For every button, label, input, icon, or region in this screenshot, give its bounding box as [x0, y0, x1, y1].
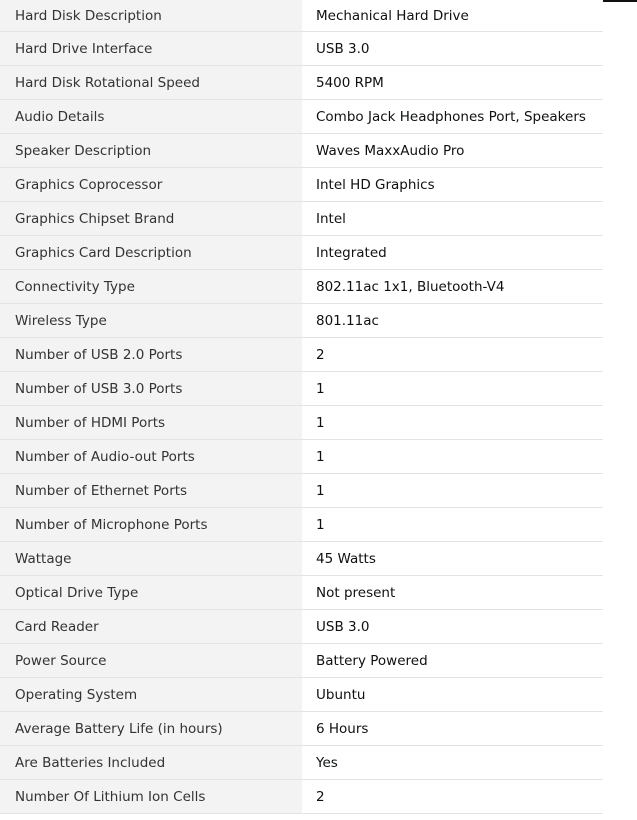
spec-label: Card Reader — [0, 610, 302, 643]
spec-value: Waves MaxxAudio Pro — [302, 134, 603, 167]
table-row — [0, 134, 603, 168]
table-row — [0, 746, 603, 780]
table-row — [0, 168, 603, 202]
spec-label: Graphics Coprocessor — [0, 168, 302, 201]
spec-label: Number of USB 3.0 Ports — [0, 372, 302, 405]
table-row — [0, 372, 603, 406]
spec-label: Average Battery Life (in hours) — [0, 712, 302, 745]
spec-label: Optical Drive Type — [0, 576, 302, 609]
spec-value: 1 — [302, 406, 603, 439]
spec-label: Number Of Lithium Ion Cells — [0, 780, 302, 813]
spec-label: Number of USB 2.0 Ports — [0, 338, 302, 371]
spec-value: USB 3.0 — [302, 32, 603, 65]
spec-value: Battery Powered — [302, 644, 603, 677]
spec-value: 6 Hours — [302, 712, 603, 745]
spec-value: Not present — [302, 576, 603, 609]
spec-label: Graphics Chipset Brand — [0, 202, 302, 235]
spec-label: Are Batteries Included — [0, 746, 302, 779]
spec-value: Mechanical Hard Drive — [302, 0, 603, 31]
spec-label: Hard Disk Description — [0, 0, 302, 31]
spec-label: Power Source — [0, 644, 302, 677]
spec-label: Speaker Description — [0, 134, 302, 167]
spec-label: Wattage — [0, 542, 302, 575]
spec-value: Integrated — [302, 236, 603, 269]
spec-value: Ubuntu — [302, 678, 603, 711]
spec-value: 1 — [302, 474, 603, 507]
table-row — [0, 542, 603, 576]
table-row — [0, 202, 603, 236]
spec-value: 1 — [302, 440, 603, 473]
table-row — [0, 236, 603, 270]
spec-label: Hard Drive Interface — [0, 32, 302, 65]
table-row — [0, 304, 603, 338]
table-row — [0, 32, 603, 66]
spec-value: 2 — [302, 780, 603, 813]
spec-label: Hard Disk Rotational Speed — [0, 66, 302, 99]
spec-value: 1 — [302, 508, 603, 541]
spec-value: 45 Watts — [302, 542, 603, 575]
spec-label: Number of Audio-out Ports — [0, 440, 302, 473]
table-row — [0, 644, 603, 678]
spec-value: Intel — [302, 202, 603, 235]
table-row — [0, 66, 603, 100]
table-row — [0, 508, 603, 542]
table-row — [0, 610, 603, 644]
table-row — [0, 270, 603, 304]
table-row — [0, 474, 603, 508]
spec-value: Yes — [302, 746, 603, 779]
table-row — [0, 780, 603, 814]
table-row — [0, 712, 603, 746]
spec-label: Connectivity Type — [0, 270, 302, 303]
spec-value: USB 3.0 — [302, 610, 603, 643]
table-row — [0, 100, 603, 134]
spec-label: Number of HDMI Ports — [0, 406, 302, 439]
spec-label: Audio Details — [0, 100, 302, 133]
spec-label: Number of Ethernet Ports — [0, 474, 302, 507]
spec-label: Wireless Type — [0, 304, 302, 337]
table-row — [0, 678, 603, 712]
table-row — [0, 576, 603, 610]
table-row — [0, 406, 603, 440]
table-row — [0, 0, 603, 32]
table-row — [0, 440, 603, 474]
spec-value: 2 — [302, 338, 603, 371]
table-row — [0, 338, 603, 372]
spec-value: 5400 RPM — [302, 66, 603, 99]
spec-label: Number of Microphone Ports — [0, 508, 302, 541]
spec-value: Combo Jack Headphones Port, Speakers — [302, 100, 603, 133]
spec-value: Intel HD Graphics — [302, 168, 603, 201]
spec-value: 802.11ac 1x1, Bluetooth-V4 — [302, 270, 603, 303]
spec-label: Graphics Card Description — [0, 236, 302, 269]
spec-label: Operating System — [0, 678, 302, 711]
spec-value: 801.11ac — [302, 304, 603, 337]
spec-value: 1 — [302, 372, 603, 405]
